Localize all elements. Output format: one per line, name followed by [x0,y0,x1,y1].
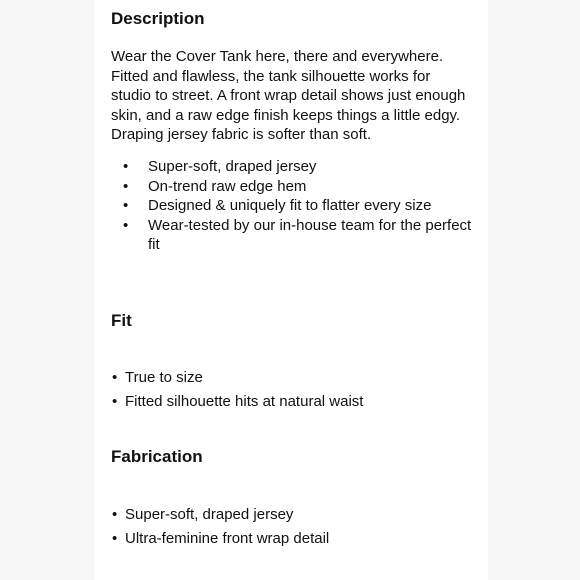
list-item [111,390,473,414]
description-paragraph: Wear the Cover Tank here, there and everywhere. Fitted and flawless, the tank silhouette works for studio to street. A front wrap detail shows just enough skin, and a raw edge finish keeps things a little edgy. Draping jersey fabric is softer than soft. [111,48,466,143]
fabrication-heading: Fabrication [111,447,203,466]
bullet-icon: • [123,177,129,195]
list-item-text: Wear-tested by our in-house team for the perfect fit [148,216,472,253]
fit-bullet-list [111,366,473,414]
description-heading: Description [111,9,205,28]
list-item [111,216,473,255]
fabrication-bullet-list [111,503,473,551]
list-item [111,366,473,390]
list-item [111,157,473,177]
list-item [111,503,473,527]
list-item [111,527,473,551]
list-item-text: Ultra-feminine front wrap detail [125,530,330,547]
description-bullet-list [111,157,473,255]
fit-heading: Fit [111,311,132,330]
bullet-icon: • [123,158,129,175]
list-item [111,177,473,197]
list-item-text: Super-soft, draped jersey [148,158,317,175]
list-item-text: True to size [125,369,203,386]
list-item-text: Fitted silhouette hits at natural waist [125,393,364,410]
bullet-icon: • [123,216,129,234]
list-item-text: Designed & uniquely fit to flatter every size [148,197,432,214]
bullet-icon: • [112,393,118,410]
bullet-icon: • [112,506,118,523]
bullet-icon: • [123,197,129,214]
list-item-text: On-trend raw edge hem [148,177,307,195]
list-item [111,196,473,216]
bullet-icon: • [112,369,118,386]
bullet-icon: • [112,530,118,547]
list-item-text: Super-soft, draped jersey [125,506,294,523]
